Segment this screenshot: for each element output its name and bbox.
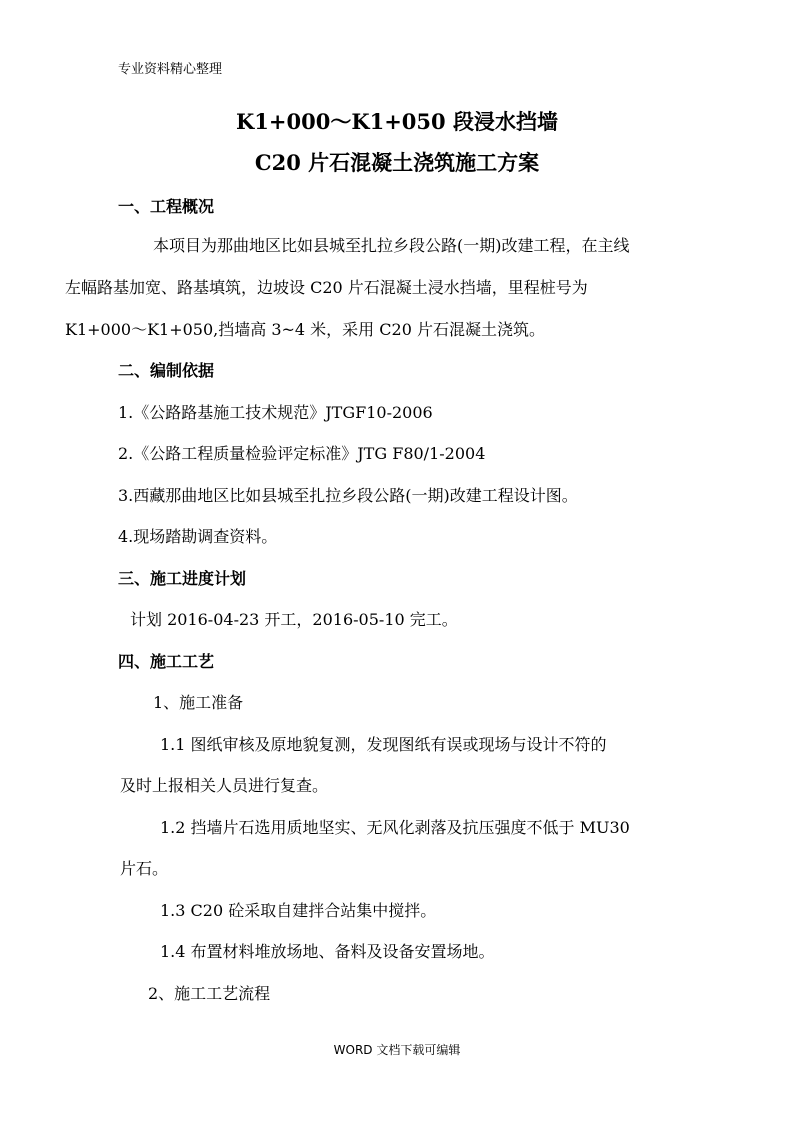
section-heading-schedule: 三、施工进度计划	[118, 569, 247, 588]
process-item-line: 1.4 布置材料堆放场地、备料及设备安置场地。	[160, 942, 495, 961]
basis-item: 1.《公路路基施工技术规范》JTGF10-2006	[118, 403, 433, 422]
process-subheading: 1、施工准备	[153, 693, 244, 712]
overview-paragraph-line: 左幅路基加宽、路基填筑，边坡设 C20 片石混凝土浸水挡墙，里程桩号为	[65, 278, 588, 297]
section-heading-process: 四、施工工艺	[118, 652, 215, 671]
process-item-line: 1.1 图纸审核及原地貌复测，发现图纸有误或现场与设计不符的	[160, 735, 607, 754]
document-title-line2: C20 片石混凝土浇筑施工方案	[254, 150, 540, 175]
document-title-line1: K1+000～K1+050 段浸水挡墙	[236, 109, 558, 134]
schedule-text: 计划 2016-04-23 开工，2016-05-10 完工。	[130, 610, 458, 629]
process-item-line: 1.3 C20 砼采取自建拌合站集中搅拌。	[160, 901, 437, 920]
overview-paragraph-line: K1+000～K1+050,挡墙高 3~4 米，采用 C20 片石混凝土浇筑。	[65, 320, 545, 339]
process-subheading: 2、施工工艺流程	[148, 984, 271, 1003]
basis-item: 3.西藏那曲地区比如县城至扎拉乡段公路(一期)改建工程设计图。	[118, 486, 578, 505]
process-item-line: 片石。	[120, 859, 169, 878]
footer-note: WORD 文档下载可编辑	[333, 1043, 461, 1057]
basis-item: 2.《公路工程质量检验评定标准》JTG F80/1-2004	[118, 444, 486, 463]
header-note: 专业资料精心整理	[118, 62, 223, 77]
section-heading-basis: 二、编制依据	[118, 361, 215, 380]
overview-paragraph-line: 本项目为那曲地区比如县城至扎拉乡段公路(一期)改建工程，在主线	[153, 236, 630, 255]
process-item-line: 及时上报相关人员进行复查。	[120, 776, 329, 795]
process-item-line: 1.2 挡墙片石选用质地坚实、无风化剥落及抗压强度不低于 MU30	[160, 818, 630, 837]
section-heading-overview: 一、工程概况	[118, 197, 215, 216]
basis-item: 4.现场踏勘调查资料。	[118, 527, 278, 546]
